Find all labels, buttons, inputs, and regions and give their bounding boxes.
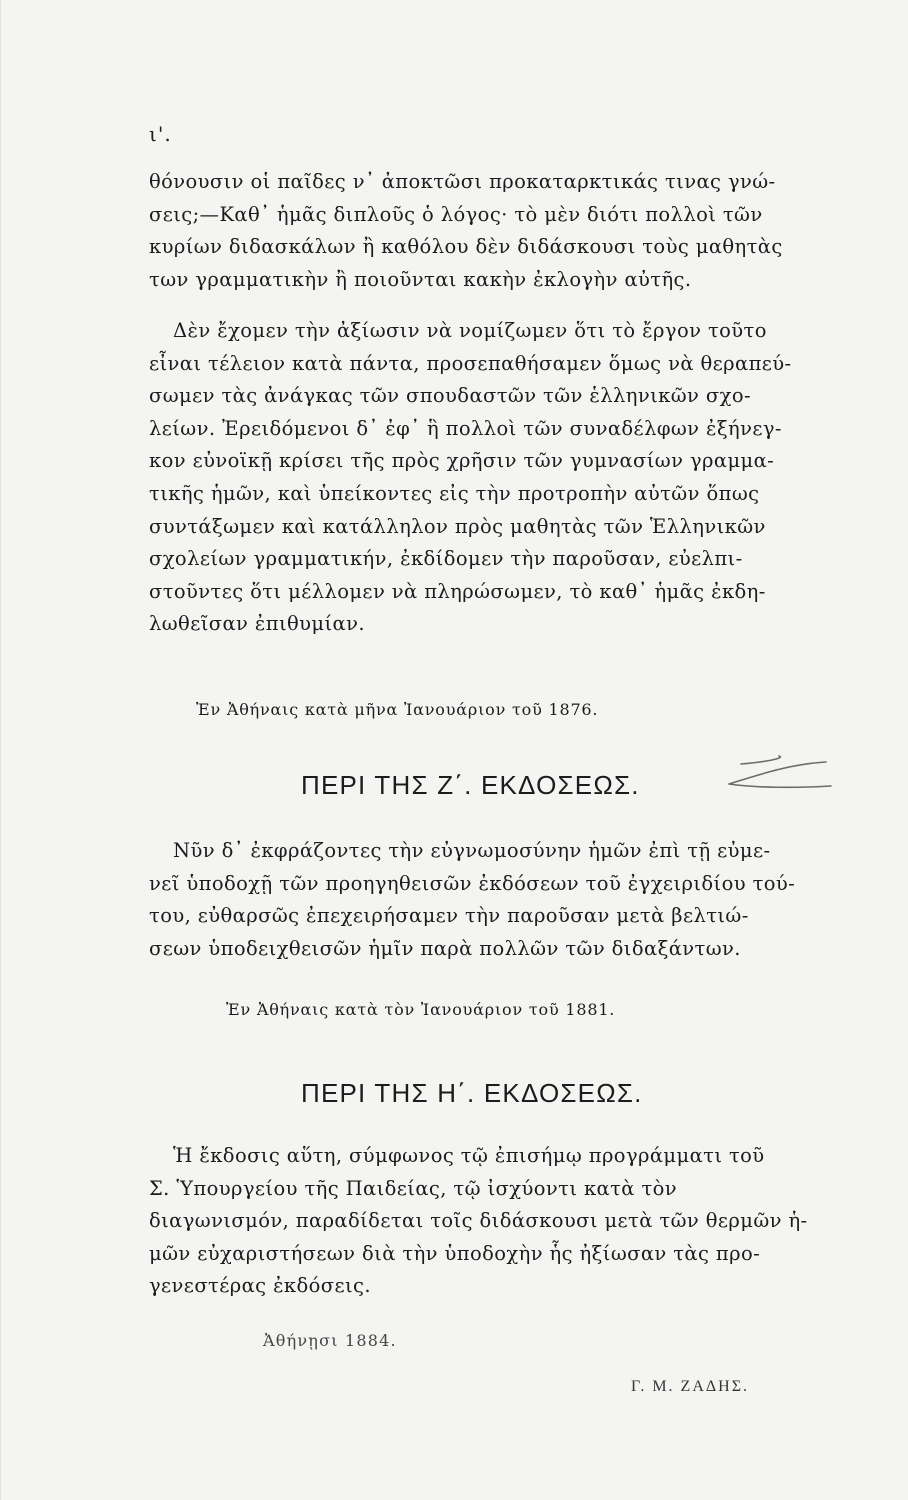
page-number: ι'. xyxy=(149,122,172,146)
text-line: κυρίων διδασκάλων ἢ καθόλου δὲν διδάσκουσι τοὺς μαθητὰς xyxy=(149,235,783,259)
text-line: διαγωνισμόν, παραδίδεται τοῖς διδάσκουσι μετὰ τῶν θερμῶν ἡ- xyxy=(149,1209,808,1233)
text-line: νεῖ ὑποδοχῇ τῶν προηγηθεισῶν ἐκδόσεων τοῦ ἐγχειριδίου τού- xyxy=(149,871,796,895)
text-line: κον εὐνοϊκῇ κρίσει τῆς πρὸς χρῆσιν τῶν γυμνασίων γραμμα- xyxy=(149,449,775,473)
text-line: Ἡ ἔκδοσις αὕτη, σύμφωνος τῷ ἐπισήμῳ προγράμματι τοῦ xyxy=(173,1144,765,1167)
text-line: Νῦν δ᾽ ἐκφράζοντες τὴν εὐγνωμοσύνην ἡμῶν ἐπὶ τῇ εὐμε- xyxy=(173,839,771,862)
text-line: Δὲν ἔχομεν τὴν ἀξίωσιν νὰ νομίζωμεν ὅτι τὸ ἔργον τοῦτο xyxy=(173,319,767,342)
seventh-edition-paragraph xyxy=(149,835,853,965)
eighth-edition-paragraph xyxy=(149,1140,853,1303)
text-line: στοῦντες ὅτι μέλλομεν νὰ πληρώσωμεν, τὸ καθ᾽ ἡμᾶς ἐκδη- xyxy=(149,579,766,603)
text-line: θόνουσιν οἱ παῖδες ν᾽ ἀποκτῶσι προκαταρκτικάς τινας γνώ- xyxy=(149,170,776,193)
date-line-1876: Ἐν Ἀθήναις κατὰ μῆνα Ἰανουάριον τοῦ 1876. xyxy=(196,700,599,719)
heading-eighth-edition: ΠΕΡΙ ΤΗΣ Η΄. ΕΚΔΟΣΕΩΣ. xyxy=(301,1078,643,1108)
text-line: σχολείων γραμματικήν, ἐκδίδομεν τὴν παροῦσαν, εὐελπι- xyxy=(149,547,743,571)
text-line: Σ. Ὑπουργείου τῆς Παιδείας, τῷ ἰσχύοντι κατὰ τὸν xyxy=(149,1176,678,1200)
preface-continuation-paragraph xyxy=(149,166,853,296)
text-line: συντάξωμεν καὶ κατάλληλον πρὸς μαθητὰς τῶν Ἑλληνικῶν xyxy=(149,514,766,538)
text-line: σωμεν τὰς ἀνάγκας τῶν σπουδαστῶν τῶν ἑλληνικῶν σχο- xyxy=(149,384,751,408)
text-line: σεων ὑποδειχθεισῶν ἡμῖν παρὰ πολλῶν τῶν διδαξάντων. xyxy=(149,936,741,960)
text-line: γενεστέρας ἐκδόσεις. xyxy=(149,1274,371,1298)
text-line: του, εὐθαρσῶς ἐπεχειρήσαμεν τὴν παροῦσαν μετὰ βελτιώ- xyxy=(149,904,749,928)
handwritten-pen-mark xyxy=(721,744,841,804)
heading-seventh-edition: ΠΕΡΙ ΤΗΣ Ζ΄. ΕΚΔΟΣΕΩΣ. xyxy=(301,770,640,800)
text-line: λωθεῖσαν ἐπιθυμίαν. xyxy=(149,612,365,636)
text-line: εἶναι τέλειον κατὰ πάντα, προσεπαθήσαμεν ὅμως νὰ θεραπεύ- xyxy=(149,351,792,375)
date-line-1884: Ἀθήνῃσι 1884. xyxy=(263,1331,397,1350)
text-line: των γραμματικὴν ἢ ποιοῦνται κακὴν ἐκλογὴν αὐτῆς. xyxy=(149,267,692,291)
text-line: λείων. Ἐρειδόμενοι δ᾽ ἐφ᾽ ἣ πολλοὶ τῶν συναδέλφων ἐξήνεγ- xyxy=(149,416,782,440)
date-line-1881: Ἐν Ἀθήναις κατὰ τὸν Ἰανουάριον τοῦ 1881. xyxy=(226,1000,616,1019)
preface-second-paragraph xyxy=(149,315,853,641)
author-signature: Γ. Μ. ΖΑΔΗΣ. xyxy=(631,1378,750,1395)
text-line: μῶν εὐχαριστήσεων διὰ τὴν ὑποδοχὴν ἧς ἠξίωσαν τὰς προ- xyxy=(149,1241,761,1265)
text-line: σεις;—Καθ᾽ ἡμᾶς διπλοῦς ὁ λόγος· τὸ μὲν διότι πολλοὶ τῶν xyxy=(149,202,763,226)
text-line: τικῆς ἡμῶν, καὶ ὑπείκοντες εἰς τὴν προτροπὴν αὐτῶν ὅπως xyxy=(149,481,760,505)
